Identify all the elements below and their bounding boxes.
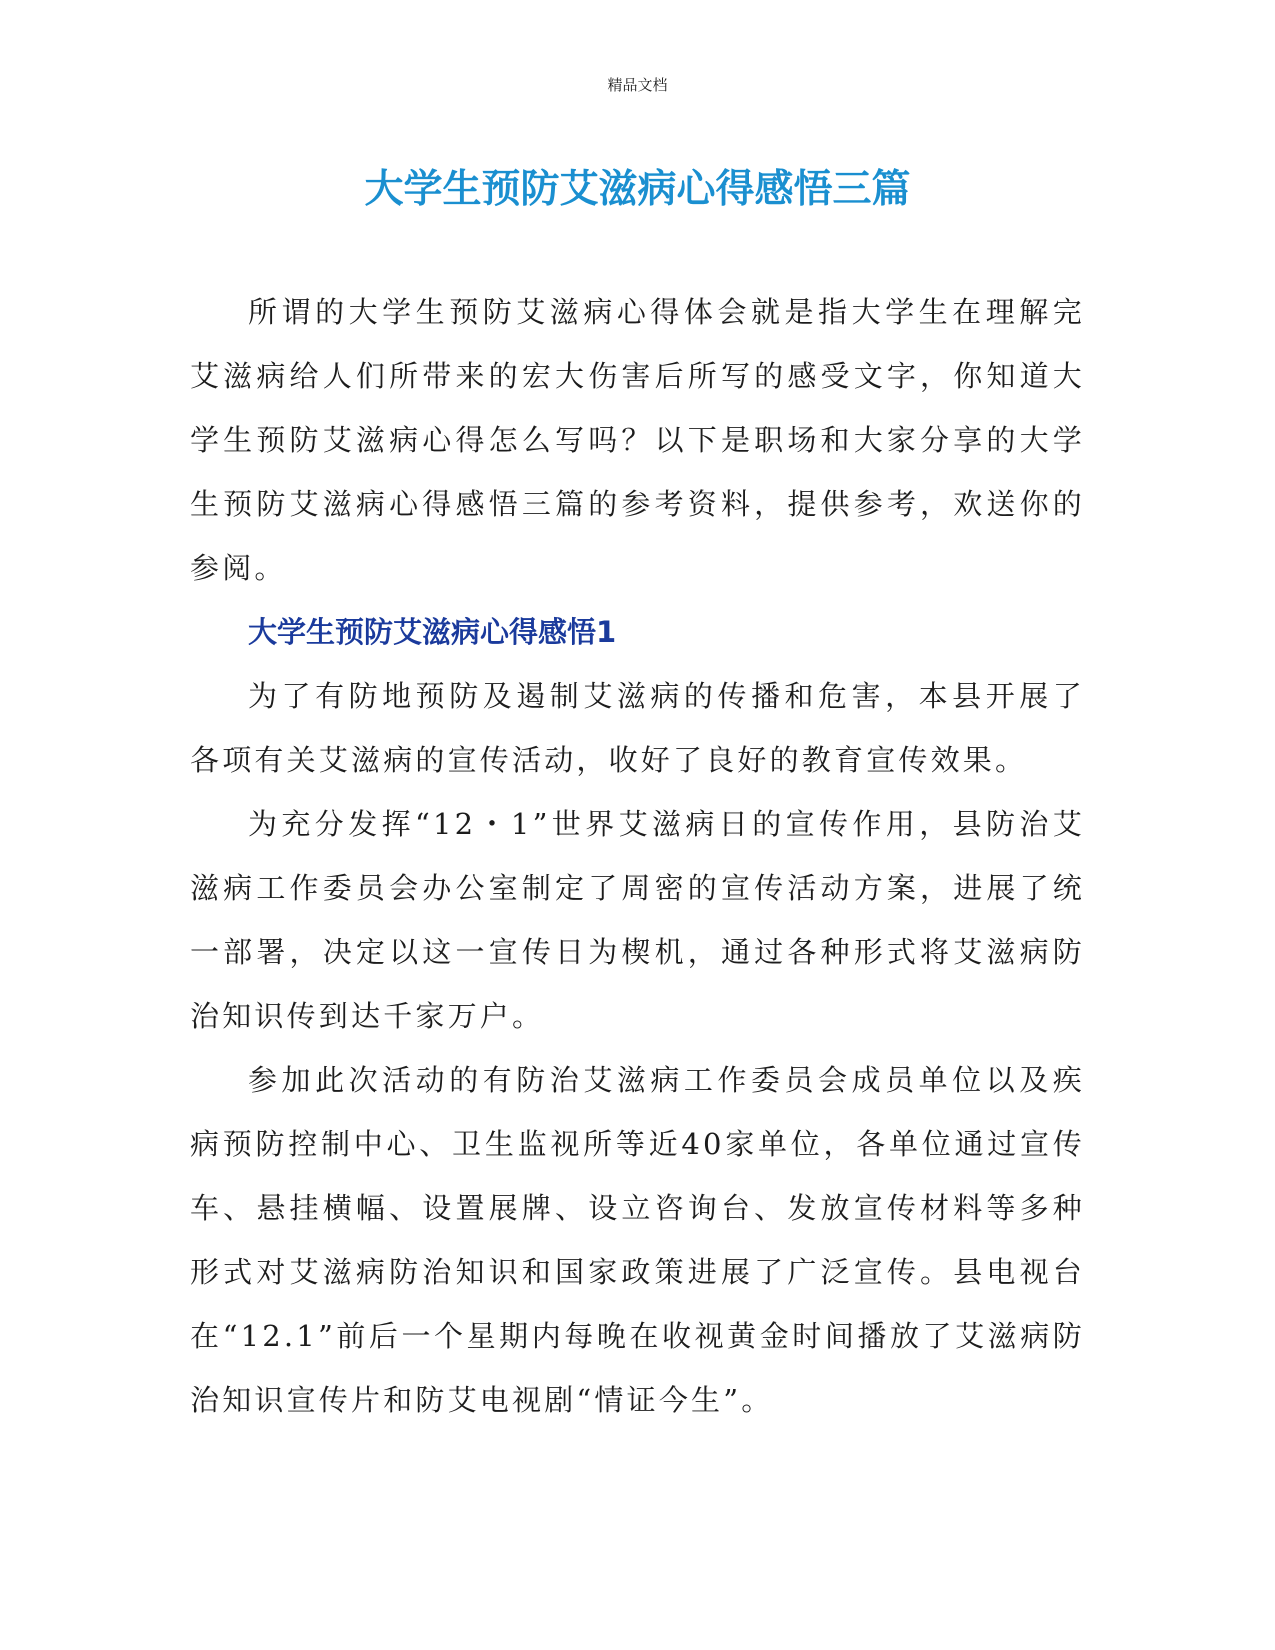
body-paragraph: 为了有防地预防及遏制艾滋病的传播和危害，本县开展了各项有关艾滋病的宣传活动，收好了良好的教育宣传效果。 [190, 679, 1085, 777]
section-heading: 大学生预防艾滋病心得感悟1 [248, 615, 617, 649]
body-paragraph: 参加此次活动的有防治艾滋病工作委员会成员单位以及疾病预防控制中心、卫生监视所等近40家单位，各单位通过宣传车、悬挂横幅、设置展牌、设立咨询台、发放宣传材料等多种形式对艾滋病防治知识和国家政策进展了广泛宣传。县电视台在“12.1”前后一个星期内每晚在收视黄金时间播放了艾滋病防治知识宣传片和防艾电视剧“情证今生”。 [190, 1063, 1085, 1417]
body-paragraph: 为充分发挥“12・1”世界艾滋病日的宣传作用，县防治艾滋病工作委员会办公室制定了周密的宣传活动方案，进展了统一部署，决定以这一宣传日为楔机，通过各种形式将艾滋病防治知识传到达千家万户。 [190, 807, 1085, 1033]
running-header: 精品文档 [607, 76, 668, 94]
intro-paragraph: 所谓的大学生预防艾滋病心得体会就是指大学生在理解完艾滋病给人们所带来的宏大伤害后所写的感受文字，你知道大学生预防艾滋病心得怎么写吗？以下是职场和大家分享的大学生预防艾滋病心得感悟三篇的参考资料，提供参考，欢送你的参阅。 [190, 295, 1085, 585]
document-body [190, 280, 1085, 1432]
document-title: 大学生预防艾滋病心得感悟三篇 [364, 167, 911, 212]
